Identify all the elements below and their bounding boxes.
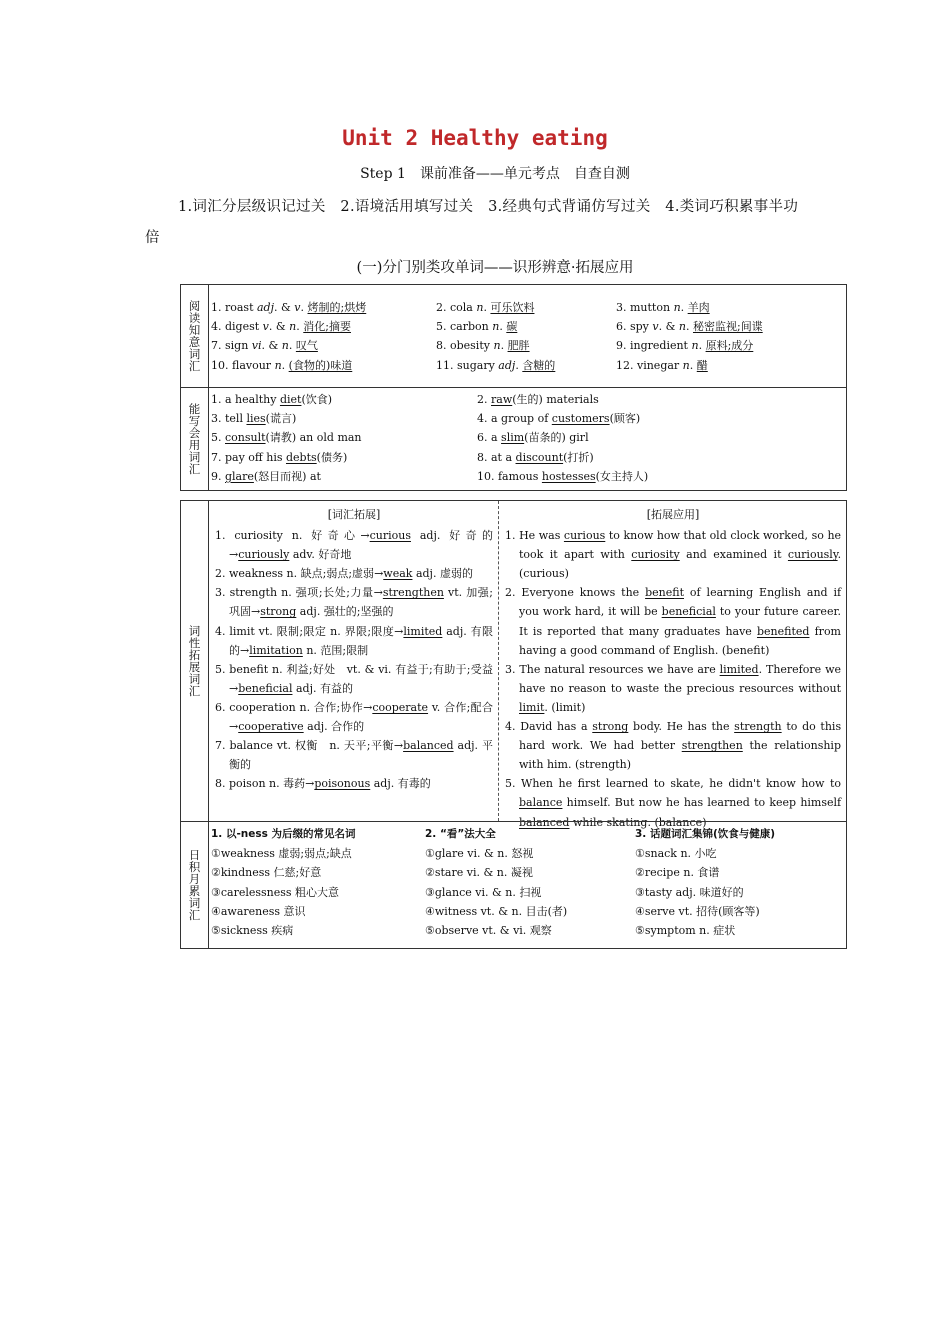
vocab-answer: 肥胖 — [507, 339, 530, 353]
part-of-speech: v — [652, 320, 659, 334]
vocab-row — [211, 298, 826, 317]
answer-word: cooperate — [372, 700, 429, 714]
part-of-speech: n — [678, 320, 686, 334]
reading-vocab-grid — [211, 298, 826, 375]
usage-answer: consult — [225, 431, 266, 445]
usage-row — [211, 448, 777, 467]
extension-left-column — [209, 501, 499, 821]
part-of-speech: vi — [251, 339, 262, 353]
accumulate-item: ③carelessness 粗心大意 — [211, 885, 340, 899]
application-item: 4. David has a strong body. He has the strength to do this hard work. We had better strengthen the relationship with him. (strength) — [505, 720, 842, 772]
answer-word: curious — [369, 529, 411, 543]
answer-word: benefited — [756, 624, 810, 638]
accumulate-item: ⑤symptom n. 症状 — [635, 924, 736, 938]
usage-answer: discount — [515, 450, 564, 464]
application-item: 5. When he first learned to skate, he didn't know how to balance himself. But now he has learned to keep himself balanced while skating. (balance) — [505, 777, 842, 829]
usage-item: 9. glare(怒目而视) at — [211, 469, 321, 483]
col3-title: 3. 话题词汇集锦(饮食与健康) — [635, 828, 776, 840]
vocab-row — [211, 336, 826, 355]
vocab-item: 2. cola n. 可乐饮料 — [436, 301, 535, 314]
usage-item: 7. pay off his debts(债务) — [211, 450, 348, 464]
accumulate-item: ③glance vi. & n. 扫视 — [425, 885, 542, 899]
extension-item: 6. cooperation n. 合作;协作→cooperate v. 合作;配合→cooperative adj. 合作的 — [215, 700, 493, 734]
col1-title: 1. 以-ness 为后缀的常见名词 — [211, 828, 356, 840]
usage-vocab-grid — [211, 390, 777, 486]
part-of-speech: n — [281, 339, 289, 353]
extension-item: 1. curiosity n. 好奇心→curious adj. 好奇的→curiously adv. 好奇地 — [215, 529, 494, 562]
vocab-answer: 秘密监视;间谍 — [692, 320, 763, 334]
extension-item: 2. weakness n. 缺点;弱点;虚弱→weak adj. 虚弱的 — [215, 567, 473, 581]
vocab-row — [211, 356, 826, 375]
usage-row — [211, 467, 777, 486]
accumulate-item: ①weakness 虚弱;弱点;缺点 — [211, 847, 352, 861]
extension-box — [180, 500, 847, 829]
accumulate-item: ②kindness 仁慈;好意 — [211, 866, 322, 880]
usage-answer: hostesses — [541, 469, 596, 483]
part-of-speech: n — [493, 339, 501, 353]
vocab-answer: 叹气 — [295, 339, 318, 353]
usage-answer: raw — [491, 393, 513, 406]
part-of-speech: n — [691, 339, 699, 353]
extension-item: 5. benefit n. 利益;好处 vt. & vi. 有益于;有助于;受益→beneficial adj. 有益的 — [215, 662, 494, 695]
part-of-speech: adj — [498, 358, 516, 372]
part-of-speech: adj — [257, 301, 275, 314]
answer-word: balanced — [519, 815, 570, 829]
vocab-item: 10. flavour n. (食物的)味道 — [211, 358, 353, 372]
vocab-item: 1. roast adj. & v. 烤制的;烘烤 — [211, 301, 367, 314]
answer-word: strengthen — [681, 739, 743, 753]
answer-word: poisonous — [314, 777, 371, 791]
vocab-answer: 可乐饮料 — [490, 301, 535, 314]
accumulate-item: ④awareness 意识 — [211, 904, 306, 918]
left-header: [词汇拓展] — [327, 508, 381, 521]
extension-item: 3. strength n. 强项;长处;力量→strengthen vt. 加强;巩固→strong adj. 强壮的;坚强的 — [215, 586, 494, 619]
col2-title: 2. “看”法大全 — [425, 828, 496, 840]
part-of-speech: n — [289, 320, 297, 334]
accumulate-item: ⑤observe vt. & vi. 观察 — [425, 924, 552, 938]
usage-item: 4. a group of customers(顾客) — [477, 412, 641, 426]
usage-answer: glare — [225, 469, 254, 483]
extension-item: 4. limit vt. 限制;限定 n. 界限;限度→limited adj. 有限的→limitation n. 范围;限制 — [215, 624, 493, 657]
extension-label: 词性拓展词汇 — [181, 501, 209, 821]
vocab-item: 5. carbon n. 碳 — [436, 320, 518, 334]
vocab-item: 7. sign vi. & n. 叹气 — [211, 339, 318, 353]
reading-vocab-box — [180, 284, 847, 388]
part-of-speech: n — [274, 358, 282, 372]
usage-row — [211, 409, 777, 428]
vocab-answer: 烤制的;烘烤 — [307, 301, 367, 314]
usage-answer: lies — [246, 412, 266, 426]
step-heading: Step 1 课前准备——单元考点 自查自测 — [360, 166, 630, 182]
answer-word: limit — [519, 700, 545, 714]
usage-answer: diet — [279, 393, 302, 406]
extension-right-column — [499, 501, 846, 829]
answer-word: curious — [563, 529, 606, 543]
accumulate-label: 日积月累词汇 — [181, 822, 209, 948]
vocab-item: 11. sugary adj. 含糖的 — [436, 358, 556, 372]
answer-word: strength — [734, 720, 782, 734]
vocab-answer: 含糖的 — [522, 358, 556, 372]
vocab-answer: 碳 — [506, 320, 518, 334]
accumulate-item: ③tasty adj. 味道好的 — [635, 885, 744, 899]
usage-item: 1. a healthy diet(饮食) — [211, 393, 333, 406]
vocab-answer: 羊肉 — [687, 301, 710, 314]
vocab-answer: 消化;摘要 — [303, 320, 351, 334]
part-of-speech: n — [476, 301, 484, 314]
application-item: 2. Everyone knows the benefit of learning English and if you work hard, it will be beneficial to your future career. It is reported that many graduates have benefited from having a good command of English. (benefit) — [505, 586, 842, 657]
vocab-row — [211, 317, 826, 336]
answer-word: strengthen — [382, 586, 444, 600]
answer-word: cooperative — [238, 720, 304, 734]
usage-item: 2. raw(生的) materials — [477, 393, 599, 406]
vocab-item: 4. digest v. & n. 消化;摘要 — [211, 320, 351, 334]
application-item: 1. He was curious to know how that old clock worked, so he took it apart with curiosity and examined it curiously. (curious) — [505, 529, 842, 581]
usage-item: 6. a slim(苗条的) girl — [477, 431, 589, 445]
usage-row — [211, 428, 777, 447]
page-title: Unit 2 Healthy eating — [342, 126, 608, 150]
section-subheading: (一)分门别类攻单词——识形辨意·拓展应用 — [356, 260, 634, 276]
answer-word: strong — [592, 720, 629, 734]
answer-word: curiously — [238, 548, 290, 562]
reading-vocab-label: 阅读知意词汇 — [181, 285, 209, 387]
intro-paragraph: 1.词汇分层级识记过关 2.语境活用填写过关 3.经典句式背诵仿写过关 4.类词巧积累事半功倍 — [145, 199, 799, 246]
accumulate-item: ①snack n. 小吃 — [635, 847, 717, 861]
accumulate-item: ④witness vt. & n. 目击(者) — [425, 904, 568, 918]
answer-word: beneficial — [661, 605, 716, 619]
answer-word: limited — [719, 662, 759, 676]
accumulate-item: ①glare vi. & n. 怒视 — [425, 847, 534, 861]
usage-vocab-box — [180, 387, 847, 491]
vocab-item: 6. spy v. & n. 秘密监视;间谍 — [616, 320, 763, 334]
accumulate-item: ②recipe n. 食谱 — [635, 866, 720, 880]
answer-word: beneficial — [238, 681, 293, 695]
vocab-answer: 醋 — [696, 358, 708, 372]
answer-word: limited — [403, 624, 443, 638]
usage-answer: slim — [501, 431, 525, 445]
accumulate-item: ②stare vi. & n. 凝视 — [425, 866, 533, 880]
usage-vocab-label: 能写会用词汇 — [181, 387, 209, 490]
vocab-answer: 原料;成分 — [705, 339, 754, 353]
answer-word: strong — [260, 605, 297, 619]
right-header: [拓展应用] — [646, 508, 700, 521]
answer-word: balance — [519, 796, 563, 810]
part-of-speech: v — [294, 301, 301, 314]
part-of-speech: n — [682, 358, 690, 372]
extension-item: 7. balance vt. 权衡 n. 天平;平衡→balanced adj. 平衡的 — [215, 739, 494, 772]
answer-word: curiosity — [631, 548, 680, 562]
answer-word: weak — [383, 567, 413, 581]
vocab-item: 3. mutton n. 羊肉 — [616, 301, 710, 314]
usage-answer: customers — [551, 412, 610, 426]
usage-row — [211, 390, 777, 409]
vocab-item: 8. obesity n. 肥胖 — [436, 339, 530, 353]
usage-answer: debts — [285, 450, 317, 464]
vocab-answer: (食物的)味道 — [288, 358, 353, 372]
accumulate-item: ⑤sickness 疾病 — [211, 924, 294, 938]
usage-item: 3. tell lies(谎言) — [211, 412, 297, 426]
accumulate-box — [180, 821, 847, 949]
vocab-item: 12. vinegar n. 醋 — [616, 358, 708, 372]
answer-word: benefit — [645, 586, 684, 600]
part-of-speech: n — [492, 320, 500, 334]
usage-item: 5. consult(请教) an old man — [211, 431, 362, 445]
accumulate-item: ④serve vt. 招待(顾客等) — [635, 904, 760, 918]
answer-word: limitation — [249, 643, 303, 657]
accumulate-grid — [211, 825, 835, 940]
application-item: 3. The natural resources we have are limited. Therefore we have no reason to waste the precious resources without limit. (limit) — [505, 662, 842, 714]
part-of-speech: n — [673, 301, 681, 314]
extension-item: 8. poison n. 毒药→poisonous adj. 有毒的 — [215, 777, 431, 791]
usage-item: 8. at a discount(打折) — [477, 450, 594, 464]
answer-word: balanced — [403, 739, 454, 753]
answer-word: curiously — [787, 548, 838, 562]
vocab-item: 9. ingredient n. 原料;成分 — [616, 339, 754, 353]
usage-item: 10. famous hostesses(女主持人) — [477, 469, 649, 483]
part-of-speech: v — [262, 320, 269, 334]
